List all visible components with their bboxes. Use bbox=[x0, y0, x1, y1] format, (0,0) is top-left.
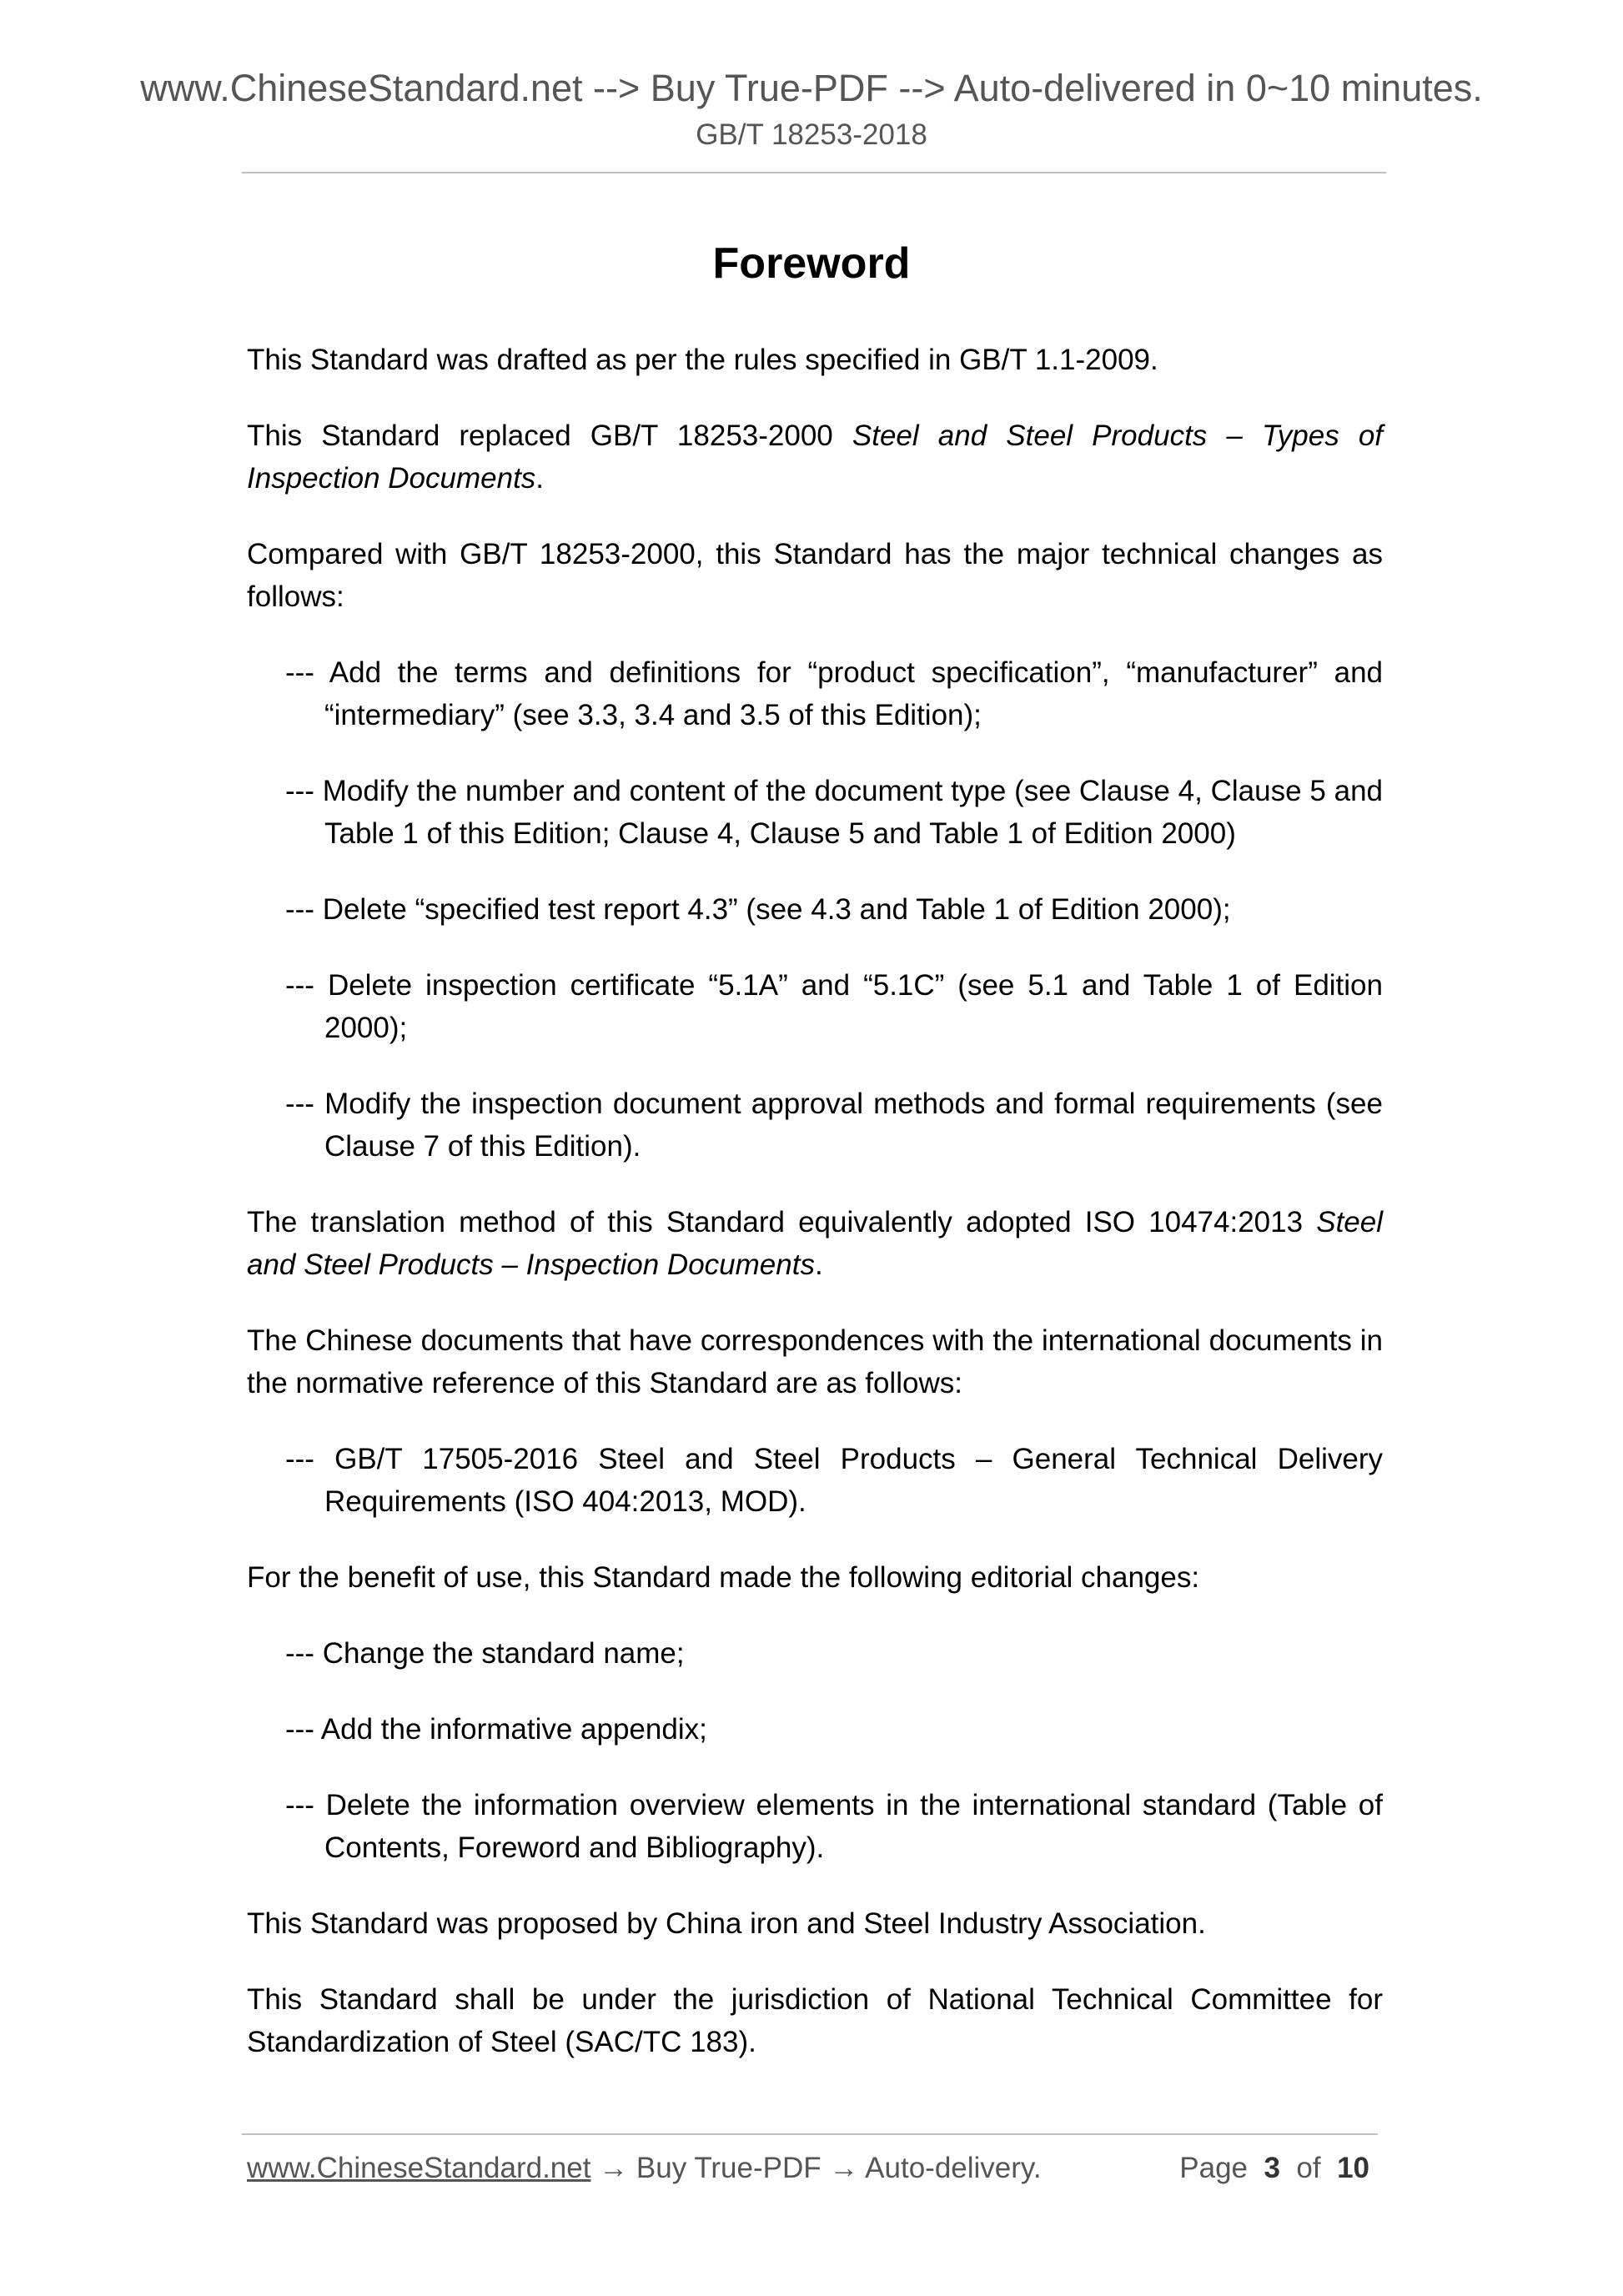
footer-promo-text: → Buy True-PDF → Auto-delivery. bbox=[590, 2152, 1042, 2184]
list-item: --- Modify the inspection document approval methods and formal requirements (see Clause 7 of this Edition). bbox=[285, 1088, 1383, 1163]
footer-divider bbox=[242, 2133, 1378, 2135]
footer-promo bbox=[247, 2152, 1042, 2185]
paragraph-proposed-by: This Standard was proposed by China iron and Steel Industry Association. bbox=[247, 1907, 1206, 1940]
page-number bbox=[1179, 2152, 1369, 2185]
paragraph-correspondences-intro: The Chinese documents that have correspondences with the international documents in the normative reference of this Standard are as follows: bbox=[247, 1324, 1383, 1399]
page-label: Page bbox=[1179, 2152, 1249, 2184]
list-item: --- Modify the number and content of the document type (see Clause 4, Clause 5 and Table 1 of this Edition; Clause 4, Clause 5 and Table 1 of Edition 2000) bbox=[285, 775, 1383, 850]
current-page: 3 bbox=[1264, 2152, 1280, 2184]
document-code: GB/T 18253-2018 bbox=[696, 118, 927, 151]
paragraph-technical-changes-intro: Compared with GB/T 18253-2000, this Standard has the major technical changes as follows: bbox=[247, 538, 1383, 613]
list-item: --- Delete “specified test report 4.3” (see 4.3 and Table 1 of Edition 2000); bbox=[285, 893, 1231, 926]
header-banner: www.ChineseStandard.net --> Buy True-PDF --> Auto-delivered in 0~10 minutes. bbox=[140, 67, 1483, 109]
technical-changes-list bbox=[247, 651, 1383, 1168]
list-item: --- Delete inspection certificate “5.1A” and “5.1C” (see 5.1 and Table 1 of Edition 2000); bbox=[285, 969, 1383, 1044]
translation-suffix: . bbox=[814, 1248, 823, 1281]
paragraph-replaced-standard bbox=[247, 414, 1383, 500]
paragraph-jurisdiction: This Standard shall be under the jurisdiction of National Technical Committee for Standardization of Steel (SAC/TC 183). bbox=[247, 1983, 1383, 2058]
list-item: --- Delete the information overview elements in the international standard (Table of Contents, Foreword and Bibliography). bbox=[285, 1789, 1383, 1864]
list-item: --- Add the informative appendix; bbox=[285, 1713, 707, 1746]
paragraph-translation-method bbox=[247, 1201, 1383, 1286]
correspondences-list bbox=[247, 1438, 1383, 1523]
list-item: --- GB/T 17505-2016 Steel and Steel Products – General Technical Delivery Requirements (ISO 404:2013, MOD). bbox=[285, 1443, 1383, 1518]
replaced-suffix: . bbox=[535, 462, 545, 495]
footer-website-link[interactable]: www.ChineseStandard.net bbox=[247, 2152, 591, 2184]
translation-text: The translation method of this Standard equivalently adopted ISO 10474:2013 bbox=[247, 1206, 1317, 1238]
list-item: --- Add the terms and definitions for “product specification”, “manufacturer” and “intermediary” (see 3.3, 3.4 and 3.5 of this Edition); bbox=[285, 656, 1383, 731]
replaced-standard-title: Steel and Steel Products – Types of Inspection Documents bbox=[247, 420, 1384, 495]
page-title: Foreword bbox=[712, 239, 911, 288]
of-label: of bbox=[1296, 2152, 1321, 2184]
list-item: --- Change the standard name; bbox=[285, 1637, 685, 1670]
paragraph-editorial-intro: For the benefit of use, this Standard made the following editorial changes: bbox=[247, 1561, 1200, 1594]
adopted-standard-title: Steel and Steel Products – Inspection Documents bbox=[247, 1206, 1383, 1281]
paragraph-drafting-rules: This Standard was drafted as per the rules specified in GB/T 1.1-2009. bbox=[247, 344, 1158, 376]
editorial-changes-list bbox=[247, 1632, 1383, 1869]
replaced-text: This Standard replaced GB/T 18253-2000 bbox=[247, 420, 852, 452]
header-divider bbox=[242, 172, 1386, 173]
foreword-body bbox=[247, 339, 1383, 2097]
total-pages: 10 bbox=[1337, 2152, 1369, 2184]
